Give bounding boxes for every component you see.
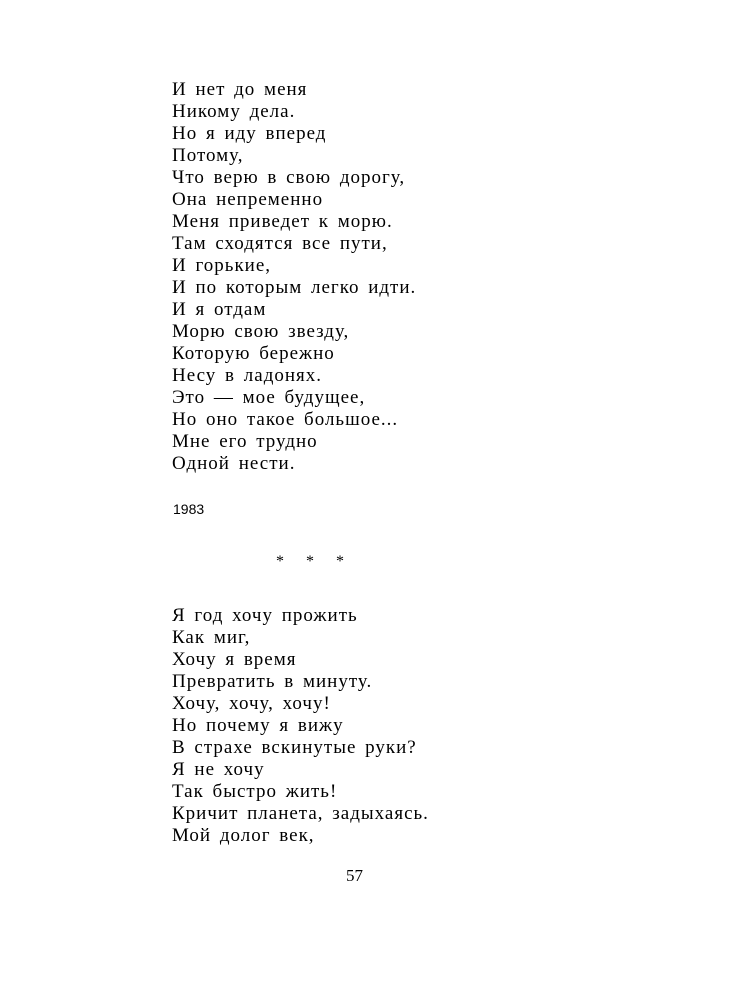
poem-line: Это — мое будущее, (172, 387, 366, 408)
page-number: 57 (346, 866, 363, 885)
poem-line: Кричит планета, задыхаясь. (172, 803, 429, 824)
poem-line: И я отдам (172, 299, 267, 320)
poem-line: Я не хочу (172, 759, 265, 780)
poem-line: Хочу я время (172, 649, 297, 670)
poem-line: Я год хочу прожить (172, 605, 358, 626)
section-separator: * * * (276, 553, 353, 570)
poem-line: Что верю в свою дорогу, (172, 167, 406, 188)
poem-line: Мой долог век, (172, 825, 315, 846)
poem-line: И нет до меня (172, 79, 308, 100)
poem-line: Там сходятся все пути, (172, 233, 388, 254)
poem-line: Никому дела. (172, 101, 296, 122)
poem-line: Но я иду вперед (172, 123, 327, 144)
poem-line: Превратить в минуту. (172, 671, 373, 692)
poem-line: Но оно такое большое... (172, 409, 399, 430)
poem-line: Как миг, (172, 627, 251, 648)
poem-line: Одной нести. (172, 453, 296, 474)
poem-2 (172, 605, 429, 847)
poem-line: Которую бережно (172, 343, 335, 364)
poem-line: Мне его трудно (172, 431, 318, 452)
poem-line: Так быстро жить! (172, 781, 338, 802)
poem-line: И по которым легко идти. (172, 277, 417, 298)
poem-line: В страхе вскинутые руки? (172, 737, 417, 758)
poem-1 (172, 79, 416, 475)
poem-line: Меня приведет к морю. (172, 211, 393, 232)
poem-line: Несу в ладонях. (172, 365, 323, 386)
poem-line: Хочу, хочу, хочу! (172, 693, 331, 714)
poem-line: Потому, (172, 145, 244, 166)
poem-line: Морю свою звезду, (172, 321, 350, 342)
poem-line: Она непременно (172, 189, 324, 210)
poem-line: И горькие, (172, 255, 272, 276)
poem-line: Но почему я вижу (172, 715, 344, 736)
poem-year: 1983 (173, 501, 205, 517)
